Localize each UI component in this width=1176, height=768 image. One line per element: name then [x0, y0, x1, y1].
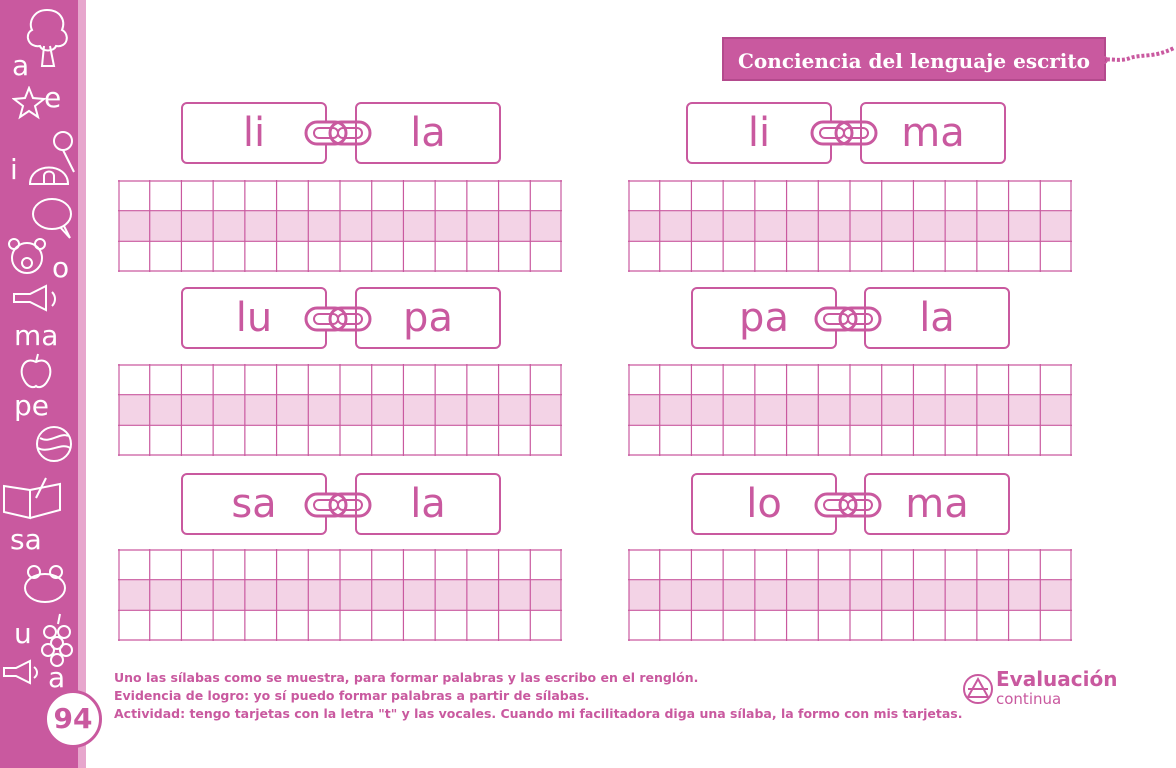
sidebar-edge — [78, 0, 86, 768]
sidebar — [0, 0, 86, 768]
syllable-card-right: ma — [860, 102, 1006, 164]
sidebar-letter-u: u — [14, 617, 32, 650]
activity-line — [114, 705, 963, 723]
syllable-card-right: la — [864, 287, 1010, 349]
syllable-card-left: li — [686, 102, 832, 164]
megaphone-icon — [10, 282, 62, 316]
chain-link-icon — [808, 116, 880, 150]
sidebar-letter-ma: ma — [14, 319, 59, 352]
writing-grid[interactable] — [118, 364, 562, 456]
chain-link-icon — [302, 116, 374, 150]
syllable-card-right: la — [355, 102, 501, 164]
megaphone-icon-2 — [2, 658, 44, 688]
evaluation-logo-icon — [960, 667, 1000, 711]
sidebar-letter-a: a — [12, 49, 30, 82]
instructions — [114, 669, 963, 723]
evaluation-title: Evaluación — [996, 667, 1118, 691]
syllable-card-left: sa — [181, 473, 327, 535]
sidebar-letter-o: o — [52, 251, 70, 284]
chain-link-icon — [812, 302, 884, 336]
writing-grid[interactable] — [118, 180, 562, 272]
sidebar-letter-i: i — [10, 153, 18, 186]
syllable-card-left: lu — [181, 287, 327, 349]
achievement-evidence: Evidencia de logro: yo sí puedo formar palabras a partir de sílabas. — [114, 688, 590, 703]
activity-text: : tengo tarjetas con la letra "t" y las vocales. Cuando mi facilitadora diga una sílaba, la formo con mis tarjetas. — [180, 706, 963, 721]
grapes-icon — [38, 612, 78, 668]
speech-bubble-icon — [30, 196, 76, 240]
sidebar-letter-pe: pe — [14, 389, 49, 422]
syllable-card-left: lo — [691, 473, 837, 535]
page-title: Conciencia del lenguaje escrito — [722, 37, 1106, 81]
syllable-card-left: li — [181, 102, 327, 164]
apple-icon — [16, 352, 56, 392]
evaluation-subtitle: continua — [996, 690, 1062, 708]
tree-icon — [20, 6, 74, 68]
frog-icon — [18, 560, 72, 606]
star-icon — [12, 86, 46, 120]
sidebar-letter-a2: a — [48, 661, 66, 694]
syllable-card-right: pa — [355, 287, 501, 349]
writing-grid[interactable] — [118, 549, 562, 641]
sidebar-letter-e: e — [44, 81, 62, 114]
chain-link-icon — [302, 302, 374, 336]
syllable-card-right: la — [355, 473, 501, 535]
writing-grid[interactable] — [628, 549, 1072, 641]
chain-link-icon — [812, 488, 884, 522]
syllable-card-right: ma — [864, 473, 1010, 535]
bear-icon — [6, 236, 48, 278]
ball-icon — [34, 424, 74, 464]
writing-grid[interactable] — [628, 180, 1072, 272]
activity-label: Actividad — [114, 706, 181, 721]
syllable-card-left: pa — [691, 287, 837, 349]
book-icon — [2, 476, 64, 520]
page-number: 94 — [44, 690, 102, 748]
instruction-line: Uno las sílabas como se muestra, para formar palabras y las escribo en el renglón. — [114, 670, 699, 685]
igloo-icon — [26, 152, 72, 186]
cord-icon — [1100, 44, 1176, 74]
sidebar-letter-sa: sa — [10, 523, 42, 556]
chain-link-icon — [302, 488, 374, 522]
writing-grid[interactable] — [628, 364, 1072, 456]
